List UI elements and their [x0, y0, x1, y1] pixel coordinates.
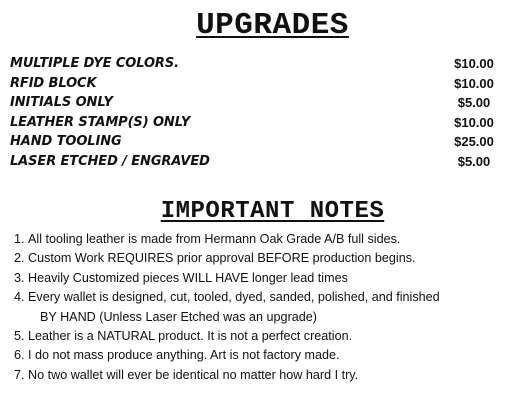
note-text: Heavily Customized pieces WILL HAVE longer lead times — [28, 270, 348, 285]
upgrade-price: $25.00 — [454, 134, 494, 150]
note-item — [14, 327, 509, 346]
note-text: I do not mass produce anything. Art is not factory made. — [28, 348, 340, 363]
note-text: No two wallet will ever be identical no matter how hard I try. — [28, 367, 359, 382]
upgrade-row — [10, 132, 504, 152]
note-number: 7. — [14, 367, 25, 382]
notes-list — [14, 230, 509, 385]
note-text: Every wallet is designed, cut, tooled, dyed, sanded, polished, and finished — [28, 290, 440, 305]
note-number: 3. — [14, 270, 25, 285]
upgrade-price: $5.00 — [457, 153, 491, 169]
upgrade-price: $10.00 — [454, 114, 494, 130]
note-item — [14, 346, 509, 365]
note-number: 4. — [14, 290, 25, 305]
upgrade-name: RFID BLOCK — [10, 75, 97, 91]
upgrade-row — [10, 152, 504, 172]
note-text-block — [28, 288, 509, 327]
upgrade-price: $10.00 — [454, 56, 494, 71]
note-text-continuation: BY HAND (Unless Laser Etched was an upgrade) — [40, 309, 317, 324]
note-item — [14, 269, 509, 288]
note-number: 2. — [14, 251, 25, 266]
upgrade-name: LEATHER STAMP(S) ONLY — [10, 114, 191, 130]
upgrade-name: MULTIPLE DYE COLORS. — [10, 56, 179, 71]
upgrade-price: $10.00 — [454, 75, 494, 91]
upgrade-name: HAND TOOLING — [10, 134, 122, 150]
note-number: 6. — [14, 348, 25, 363]
upgrades-list — [10, 54, 504, 172]
note-number: 1. — [14, 232, 25, 246]
note-text: Leather is a NATURAL product. It is not a perfect creation. — [28, 329, 353, 344]
note-number: 5. — [14, 329, 25, 344]
upgrade-name: INITIALS ONLY — [10, 95, 113, 111]
note-text: All tooling leather is made from Hermann Oak Grade A/B full sides. — [28, 232, 401, 246]
upgrade-name: LASER ETCHED / ENGRAVED — [10, 153, 210, 169]
note-item — [14, 230, 509, 249]
upgrades-title: UPGRADES — [196, 8, 349, 43]
note-text: Custom Work REQUIRES prior approval BEFORE production begins. — [28, 251, 416, 266]
upgrade-row — [10, 54, 504, 74]
upgrade-row — [10, 93, 504, 113]
important-notes-title: IMPORTANT NOTES — [160, 198, 385, 225]
note-item — [14, 288, 509, 327]
upgrade-row — [10, 74, 504, 94]
upgrade-row — [10, 113, 504, 133]
note-item — [14, 249, 509, 268]
upgrade-price: $5.00 — [457, 95, 491, 111]
note-item — [14, 366, 509, 385]
